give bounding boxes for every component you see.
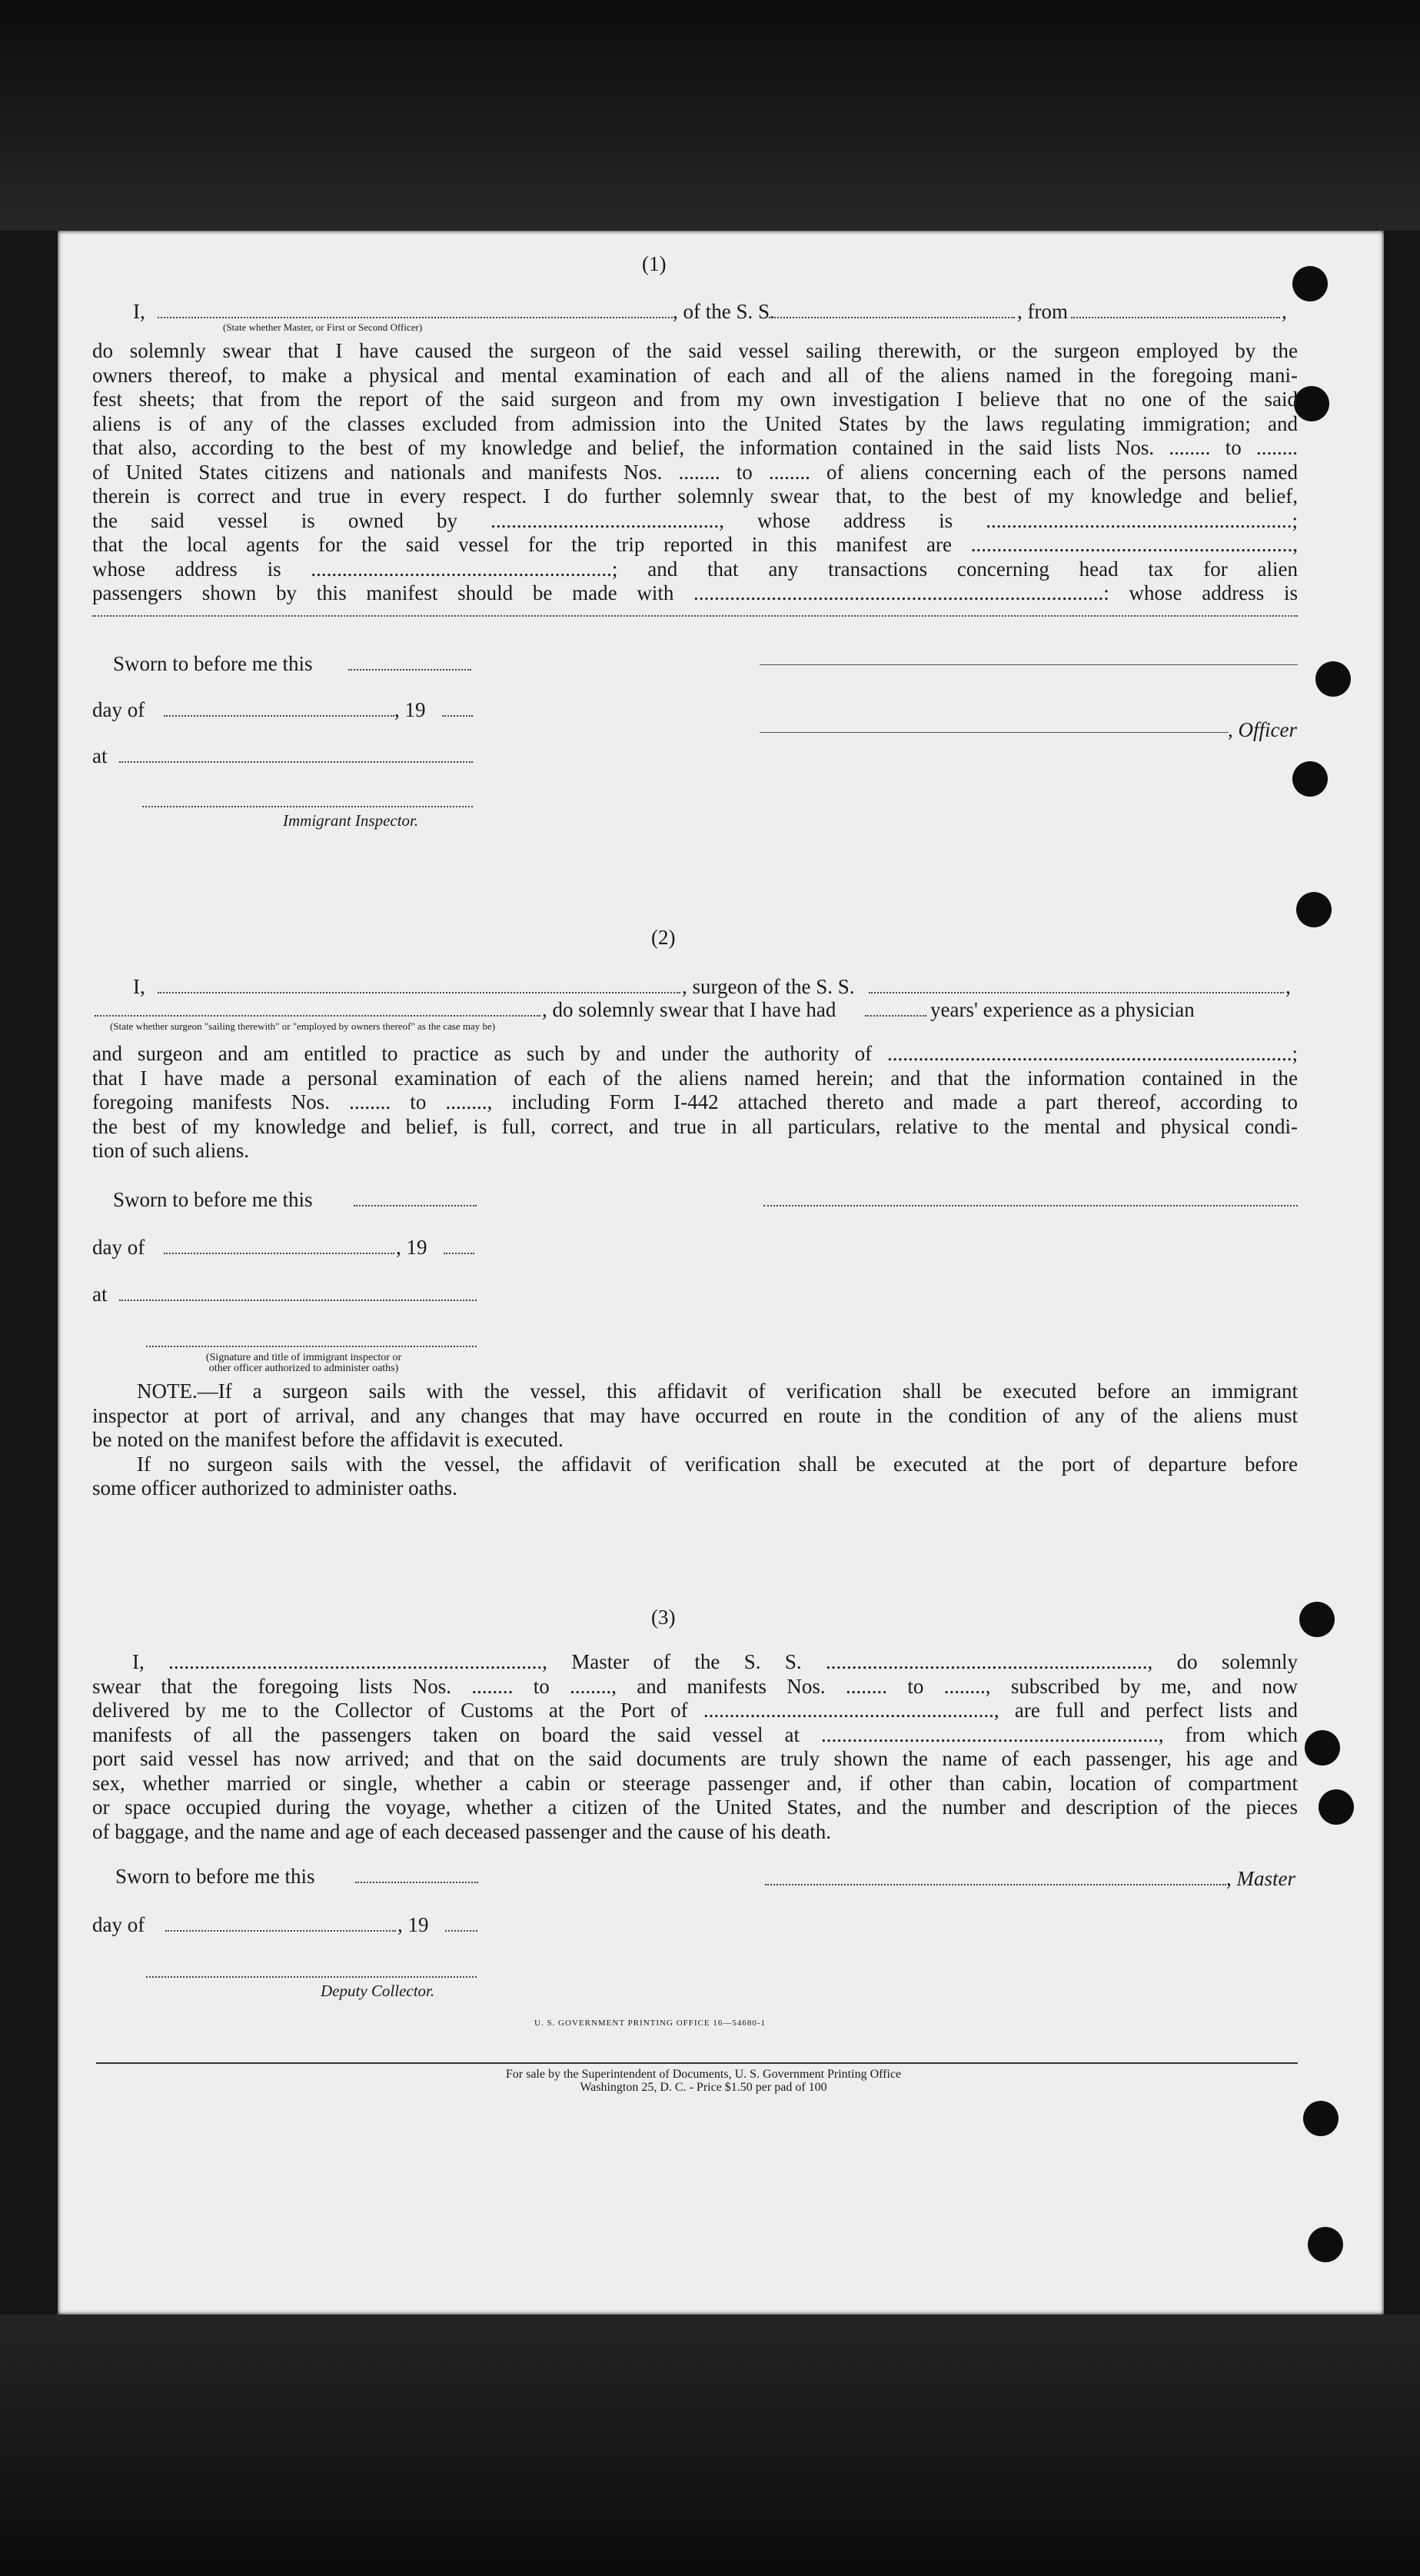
footer-rule: [96, 2062, 1298, 2064]
year-line: [445, 1930, 477, 1932]
section-1-number: (1): [642, 252, 667, 275]
surgeon-type-line: [95, 1015, 540, 1017]
film-frame-top: [0, 0, 1420, 231]
master-signature-line: [765, 1884, 1226, 1885]
i-label: I,: [133, 300, 145, 323]
day-of-label: day of: [92, 1913, 145, 1936]
year-line: [442, 715, 473, 717]
inspector-signature-line: [146, 1346, 477, 1347]
surgeon-type-caption: (State whether surgeon "sailing therewith" or "employed by owners thereof" as the case may be): [110, 1020, 496, 1032]
punch-hole: [1292, 761, 1328, 797]
day-line: [164, 1253, 394, 1254]
officer-label: , Officer: [1228, 718, 1297, 741]
surgeon-name-line: [158, 992, 680, 993]
from-port-line: [1071, 317, 1280, 318]
comma: ,: [1285, 975, 1291, 998]
note-text: NOTE.—If a surgeon sails with the vessel, this affidavit of verification shall be executed before an immigrant inspector at port of arrival, and any changes that may have occurred en route in the condition of any of the aliens must be noted on the manifest before the affidavit is executed. If no surgeon sails with the vessel, the affidavit of verification shall be executed at the port of departure before some officer authorized to administer oaths.: [92, 1380, 1298, 1499]
signature-line: [760, 664, 1298, 665]
day-of-label: day of: [92, 698, 145, 721]
punch-hole: [1292, 266, 1328, 301]
officer-signature-line: [760, 732, 1229, 733]
collector-signature-line: [146, 1976, 477, 1978]
punch-hole: [1319, 1789, 1354, 1825]
signature-caption-2: other officer authorized to administer oaths): [208, 1363, 399, 1374]
year-label: , 19: [397, 1913, 429, 1936]
immigrant-inspector-label: Immigrant Inspector.: [283, 811, 419, 830]
day-line: [164, 715, 394, 717]
year-label: , 19: [396, 1236, 427, 1259]
punch-hole: [1299, 1602, 1335, 1637]
section-1-oath-text: do solemnly swear that I have caused the surgeon of the said vessel sailing therewith, or the surgeon employed by the owners thereof, to make a physical and mental examination of each and all of the aliens named in the foregoing mani- fest sheets; that from the report of the said surgeon and from my own investigation I believe that no one of the said aliens is of any of the classes excluded from admission into the United States by the laws regulating immigration; and that also, according to the best of my knowledge and belief, the information contained in the said lists Nos. ........ to ........ of United States citizens and nationals and manifests Nos. ........ to ........ of aliens concerning each of the persons named therein is correct and true in every respect. I do further solemnly swear that, to the best of my knowledge and belief, the said vessel is owned by ............................................, whose address is ...........................................................; that the local agents for the said vessel for the trip reported in this manifest are .............................................................., whose address is ..........................................................; and that any transactions concerning head tax for alien passengers shown by this manifest should be made with ...............................................................................: whose address is: [92, 339, 1298, 604]
punch-hole: [1315, 661, 1351, 697]
ship-name-line: [869, 992, 1284, 993]
gpo-imprint: U. S. GOVERNMENT PRINTING OFFICE 16—54680-1: [534, 2019, 767, 2028]
of-the-ss-label: , of the S. S.: [673, 300, 775, 323]
section-3-number: (3): [651, 1606, 676, 1629]
at-line: [119, 1300, 477, 1301]
section-2-oath-text: and surgeon and am entitled to practice as such by and under the authority of ..............................................................................; that I have made a personal examination of each of the aliens named herein; and that the information contained in the foregoing manifests Nos. ........ to ........, including Form I-442 attached thereto and made a part thereof, according to the best of my knowledge and belief, is full, correct, and true in all particulars, relative to the mental and physical condi- tion of such aliens.: [92, 1042, 1298, 1162]
master-label: , Master: [1226, 1867, 1295, 1890]
sworn-date-line: [354, 1205, 477, 1206]
day-line: [165, 1930, 396, 1932]
section-3-oath-text: I, ........................................................................, Master of the S. S. .............................................................., do solemnly swear that the foregoing lists Nos. ........ to ........, and manifests Nos. ........ to ........, subscribed by me, and now delivered by me to the Collector of Customs at the Port of ........................................................, are full and perfect lists and manifests of all the passengers taken on board the said vessel at ................................................................., from which port said vessel has now arrived; and that on the said documents are truly shown the name of each passenger, his age and sex, whether married or single, whether a cabin or steerage passenger and, if other than cabin, location of compartment or space occupied during the voyage, whether a citizen of the United States, and the number and description of the pieces of baggage, and the name and age of each deceased passenger and the cause of his death.: [92, 1650, 1298, 1843]
punch-hole: [1305, 1730, 1340, 1766]
section-2-number: (2): [651, 926, 676, 949]
surgeon-signature-line: [763, 1205, 1298, 1206]
punch-hole: [1303, 2101, 1339, 2136]
manifest-form-page: [58, 231, 1384, 2315]
film-frame-bottom: [0, 2315, 1420, 2576]
sale-notice-1: For sale by the Superintendent of Documents, U. S. Government Printing Office: [505, 2068, 902, 2081]
sworn-label: Sworn to before me this: [115, 1865, 315, 1888]
continuation-line: [92, 615, 1298, 617]
year-line: [444, 1253, 474, 1254]
year-label: , 19: [394, 698, 426, 721]
at-line: [119, 761, 473, 763]
deputy-collector-label: Deputy Collector.: [321, 1982, 435, 2000]
sworn-label: Sworn to before me this: [113, 1188, 313, 1211]
surgeon-of-label: , surgeon of the S. S.: [682, 975, 855, 998]
officer-name-line: [158, 317, 673, 318]
years-experience-label: years' experience as a physician: [930, 998, 1195, 1021]
sale-notice-2: Washington 25, D. C. - Price $1.50 per pad of 100: [580, 2081, 827, 2094]
from-label: , from: [1017, 300, 1068, 323]
sworn-label: Sworn to before me this: [113, 652, 313, 675]
punch-hole: [1308, 2227, 1343, 2262]
punch-hole: [1294, 386, 1329, 421]
signature-caption-1: (Signature and title of immigrant inspector or: [205, 1352, 402, 1363]
at-label: at: [92, 744, 108, 767]
comma: ,: [1282, 300, 1287, 323]
punch-hole: [1296, 892, 1332, 927]
day-of-label: day of: [92, 1236, 145, 1259]
officer-rank-caption: (State whether Master, or First or Second Officer): [223, 321, 423, 333]
i-label: I,: [133, 975, 145, 998]
at-label: at: [92, 1283, 108, 1306]
swear-label: , do solemnly swear that I have had: [542, 998, 836, 1021]
sworn-date-line: [355, 1882, 478, 1883]
inspector-signature-line: [142, 806, 473, 807]
sworn-date-line: [348, 669, 471, 671]
ship-name-line: [769, 317, 1015, 318]
years-line: [865, 1015, 926, 1017]
